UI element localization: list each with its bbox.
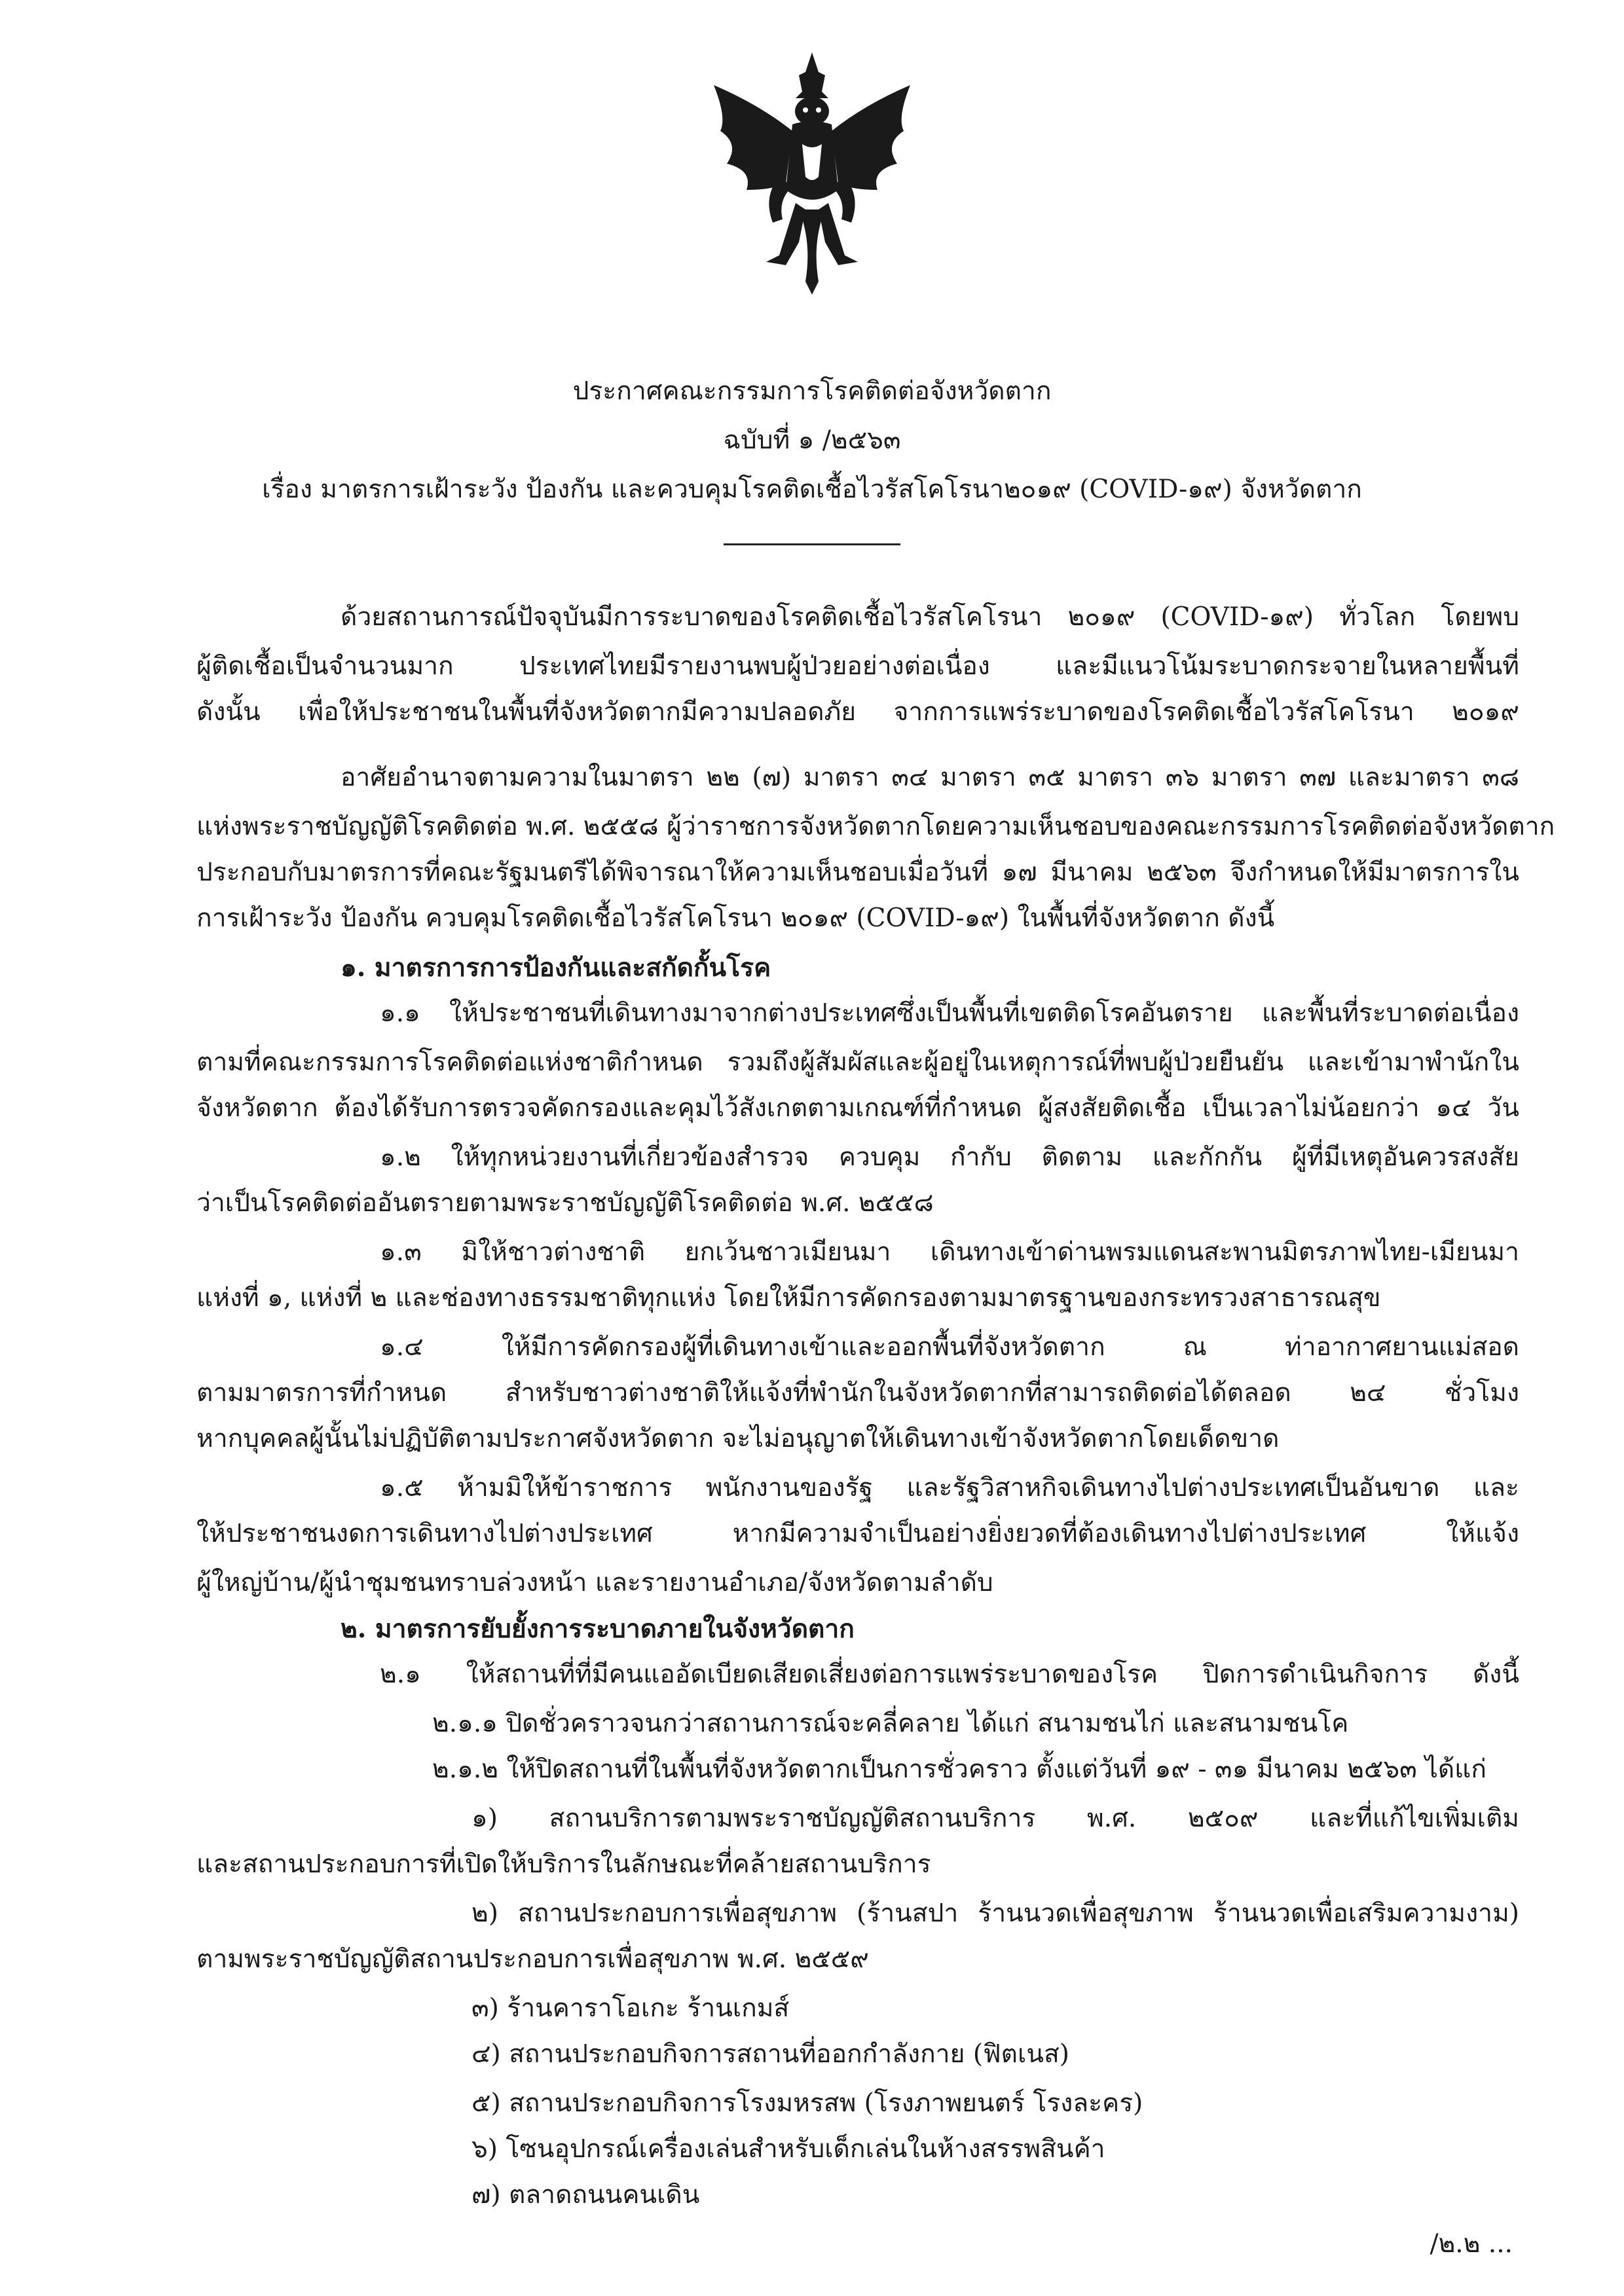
body-line: ตามพระราชบัญญัติสถานประกอบการเพื่อสุขภาพ พ.ศ. ๒๕๕๙ — [196, 1944, 869, 1974]
body-line: ๑.๑ ให้ประชาชนที่เดินทางมาจากต่างประเทศซึ่งเป็นพื้นที่เขตติดโรคอันตราย และพื้นที่ระบาดต่อเนื่อง — [380, 998, 1519, 1028]
section-heading: ๒. มาตรการยับยั้งการระบาดภายในจังหวัดตาก — [341, 1614, 855, 1644]
announcement-title: ประกาศคณะกรรมการโรคติดต่อจังหวัดตาก — [572, 376, 1052, 406]
body-line: ๓) ร้านคาราโอเกะ ร้านเกมส์ — [471, 1994, 790, 2023]
body-line: ผู้ใหญ่บ้าน/ผู้นำชุมชนทราบล่วงหน้า และรายงานอำเภอ/จังหวัดตามลำดับ — [196, 1568, 993, 1597]
body-line: ๒.๑ ให้สถานที่ที่มีคนแออัดเบียดเสียดเสี่ยงต่อการแพร่ระบาดของโรค ปิดการดำเนินกิจการ ดังนี้ — [380, 1660, 1519, 1689]
body-line: แห่งพระราชบัญญัติโรคติดต่อ พ.ศ. ๒๕๕๘ ผู้ว่าราชการจังหวัดตากโดยความเห็นชอบของคณะกรรมการโรคติดต่อจังหวัดตาก — [196, 812, 1555, 841]
continuation-marker: /๒.๒ ... — [1430, 2229, 1513, 2259]
body-line: ๑.๕ ห้ามมิให้ข้าราชการ พนักงานของรัฐ และรัฐวิสาหกิจเดินทางไปต่างประเทศเป็นอันขาด และ — [380, 1473, 1519, 1503]
body-line: การเฝ้าระวัง ป้องกัน ควบคุมโรคติดเชื้อไวรัสโคโรนา ๒๐๑๙ (COVID-๑๙) ในพื้นที่จังหวัดตาก ดังนี้ — [196, 903, 1275, 933]
body-line: ดังนั้น เพื่อให้ประชาชนในพื้นที่จังหวัดตากมีความปลอดภัย จากการแพร่ระบาดของโรคติดเชื้อไวรัสโคโรนา ๒๐๑๙ — [196, 697, 1519, 727]
body-line: ๑.๓ มิให้ชาวต่างชาติ ยกเว้นชาวเมียนมา เดินทางเข้าด่านพรมแดนสะพานมิตรภาพไทย-เมียนมา — [380, 1237, 1519, 1267]
body-line: ผู้ติดเชื้อเป็นจำนวนมาก ประเทศไทยมีรายงานพบผู้ป่วยอย่างต่อเนื่อง และมีแนวโน้มระบาดกระจายในหลายพื้นที่ — [196, 651, 1519, 681]
announcement-issue: ฉบับที่ ๑ /๒๕๖๓ — [723, 426, 901, 455]
body-line: ๒.๑.๑ ปิดชั่วคราวจนกว่าสถานการณ์จะคลี่คลาย ได้แก่ สนามชนไก่ และสนามชนโค — [432, 1709, 1349, 1738]
body-line: ให้ประชาชนงดการเดินทางไปต่างประเทศ หากมีความจำเป็นอย่างยิ่งยวดที่ต้องเดินทางไปต่างประเทศ ให้แจ้ง — [196, 1519, 1519, 1548]
body-line: ๒.๑.๒ ให้ปิดสถานที่ในพื้นที่จังหวัดตากเป็นการชั่วคราว ตั้งแต่วันที่ ๑๙ - ๓๑ มีนาคม ๒๕๖๓ ได้แก่ — [432, 1755, 1486, 1784]
body-line: แห่งที่ ๑, แห่งที่ ๒ และช่องทางธรรมชาติทุกแห่ง โดยให้มีการคัดกรองตามมาตรฐานของกระทรวงสาธารณสุข — [196, 1283, 1381, 1313]
body-line: ๑) สถานบริการตามพระราชบัญญัติสถานบริการ พ.ศ. ๒๕๐๙ และที่แก้ไขเพิ่มเติม — [471, 1804, 1519, 1833]
body-line: ว่าเป็นโรคติดต่ออันตรายตามพระราชบัญญัติโรคติดต่อ พ.ศ. ๒๕๕๘ — [196, 1188, 934, 1218]
body-line: อาศัยอำนาจตามความในมาตรา ๒๒ (๗) มาตรา ๓๔ มาตรา ๓๕ มาตรา ๓๖ มาตรา ๓๗ และมาตรา ๓๘ — [341, 763, 1519, 792]
garuda-emblem-icon — [701, 46, 923, 308]
body-line: ด้วยสถานการณ์ปัจจุบันมีการระบาดของโรคติดเชื้อไวรัสโคโรนา ๒๐๑๙ (COVID-๑๙) ทั่วโลก โดยพบ — [341, 602, 1519, 632]
body-line: จังหวัดตาก ต้องได้รับการตรวจคัดกรองและคุมไว้สังเกตตามเกณฑ์ที่กำหนด ผู้สงสัยติดเชื้อ เป็นเวลาไม่น้อยกว่า ๑๔ วัน — [196, 1093, 1519, 1123]
body-line: ๑.๒ ให้ทุกหน่วยงานที่เกี่ยวข้องสำรวจ ควบคุม กำกับ ติดตาม และกักกัน ผู้ที่มีเหตุอันควรสงสัย — [380, 1142, 1519, 1172]
body-line: ๔) สถานประกอบกิจการสถานที่ออกกำลังกาย (ฟิตเนส) — [471, 2039, 1069, 2069]
body-line: ประกอบกับมาตรการที่คณะรัฐมนตรีได้พิจารณาให้ความเห็นชอบเมื่อวันที่ ๑๗ มีนาคม ๒๕๖๓ จึงกำหนดให้มีมาตรการใน — [196, 858, 1519, 887]
title-divider — [724, 543, 900, 545]
body-line: หากบุคคลผู้นั้นไม่ปฏิบัติตามประกาศจังหวัดตาก จะไม่อนุญาตให้เดินทางเข้าจังหวัดตากโดยเด็ดขาด — [196, 1424, 1280, 1453]
body-line: และสถานประกอบการที่เปิดให้บริการในลักษณะที่คล้ายสถานบริการ — [196, 1850, 931, 1879]
section-heading: ๑. มาตรการการป้องกันและสกัดกั้นโรค — [341, 953, 771, 983]
body-line: ตามมาตรการที่กำหนด สำหรับชาวต่างชาติให้แจ้งที่พำนักในจังหวัดตากที่สามารถติดต่อได้ตลอด ๒๔ ชั่วโมง — [196, 1378, 1519, 1408]
body-line: ๒) สถานประกอบการเพื่อสุขภาพ (ร้านสปา ร้านนวดเพื่อสุขภาพ ร้านนวดเพื่อเสริมความงาม) — [471, 1899, 1519, 1928]
body-line: ตามที่คณะกรรมการโรคติดต่อแห่งชาติกำหนด รวมถึงผู้สัมผัสและผู้อยู่ในเหตุการณ์ที่พบผู้ป่วยยืนยัน และเข้ามาพำนักใน — [196, 1048, 1519, 1077]
announcement-subject: เรื่อง มาตรการเฝ้าระวัง ป้องกัน และควบคุมโรคติดเชื้อไวรัสโคโรนา๒๐๑๙ (COVID-๑๙) จังหวัดตาก — [262, 475, 1362, 504]
body-line: ๗) ตลาดถนนคนเดิน — [471, 2180, 700, 2210]
body-line: ๕) สถานประกอบกิจการโรงมหรสพ (โรงภาพยนตร์ โรงละคร) — [471, 2088, 1143, 2118]
body-line: ๑.๔ ให้มีการคัดกรองผู้ที่เดินทางเข้าและออกพื้นที่จังหวัดตาก ณ ท่าอากาศยานแม่สอด — [380, 1332, 1519, 1362]
body-line: ๖) โซนอุปกรณ์เครื่องเล่นสำหรับเด็กเล่นในห้างสรรพสินค้า — [471, 2134, 1105, 2164]
